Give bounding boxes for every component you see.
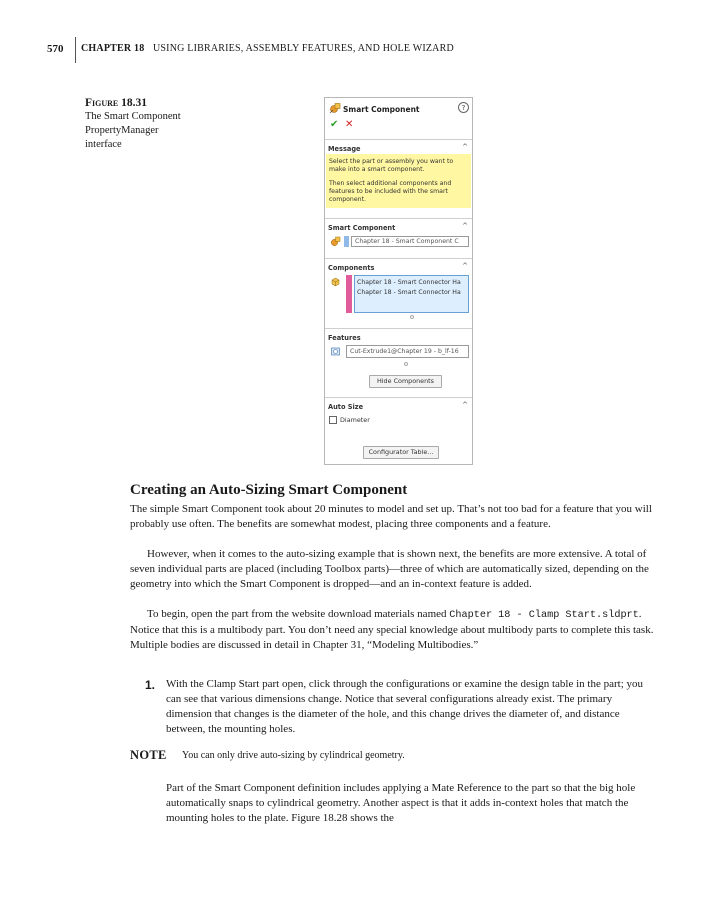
list-item[interactable]: Chapter 18 - Smart Connector Ha [357,279,461,286]
features-icon [330,346,341,357]
paragraph-text: . Notice that this is a multibody part. You don’t need any special knowledge about multibody parts to complete this task. Multiple bodies are discussed in detail in Chapter 31, “Modeling Multibodies.” [130,608,654,651]
chevron-up-icon[interactable]: ^ [462,222,468,230]
filename-code: Chapter 18 - Clamp Start.sldprt [449,610,639,621]
list-item[interactable]: Chapter 18 - Smart Connector Ha [357,288,461,296]
body-paragraph [166,781,660,826]
configurator-table-button[interactable]: Configurator Table... [363,446,439,459]
message-text: Then select additional components and features to be included with the smart component. [329,179,452,204]
smart-component-icon [330,236,341,247]
step-paragraph [166,677,660,737]
features-field[interactable]: Cut-Extrude1@Chapter 19 - b_lf-16 [346,345,469,358]
smart-component-section [325,218,472,255]
chevron-up-icon[interactable]: ^ [462,143,468,151]
header-divider [75,37,76,63]
paragraph-text: To begin, open the part from the website download materials named [147,608,450,620]
figure-label: Figure 18.31 [85,97,148,109]
resize-handle[interactable] [410,315,414,319]
pm-title: Smart Component [343,105,420,114]
caption-line: PropertyManager [85,125,159,136]
auto-size-section [325,397,472,466]
components-section [325,258,472,325]
hide-components-button[interactable]: Hide Components [369,375,442,388]
step-number: 1. [145,678,156,692]
smart-component-propertymanager [324,97,473,465]
smart-component-icon [329,102,341,114]
chevron-up-icon[interactable]: ^ [462,262,468,270]
message-box [326,154,471,208]
chapter-label: CHAPTER 18 [81,43,145,54]
chapter-title: USING LIBRARIES, ASSEMBLY FEATURES, AND HOLE WIZARD [153,43,454,54]
chevron-up-icon[interactable]: ^ [462,401,468,409]
features-section [325,328,472,397]
caption-line: The Smart Component [85,111,181,122]
diameter-checkbox[interactable] [329,416,337,424]
resize-handle[interactable] [404,362,408,366]
selection-color-bar [346,275,352,313]
paragraph-text: The simple Smart Component took about 20 minutes to model and set up. That’s not too bad for a feature that you will probably use often. The benefits are somewhat modest, placing three components and a feature. [130,503,652,530]
page-number: 570 [47,43,64,55]
body-paragraph [130,607,660,653]
components-icon [330,276,341,287]
selection-color-swatch [344,236,349,247]
help-icon[interactable]: ? [458,102,469,113]
section-heading: Message [328,145,361,153]
message-section [325,139,472,216]
section-heading: Auto Size [328,403,364,411]
section-heading: Smart Component [328,224,396,232]
paragraph-text: However, when it comes to the auto-sizing example that is shown next, the benefits are more extensive. A total of seven individual parts are placed (including Toolbox parts)—three of which are automatically sized, depending on the geometry into which the Smart Component is dropped—and an in-context feature is added. [130,548,649,590]
section-heading: Creating an Auto-Sizing Smart Component [130,482,408,498]
paragraph-text: Part of the Smart Component definition includes applying a Mate Reference to the part so that the big hole automatically snaps to cylindrical geometry. Another aspect is that it adds in-context holes that match the mounting holes to the plate. Figure 18.28 shows the [166,782,636,824]
components-list[interactable] [354,275,469,313]
message-text: Select the part or assembly you want to make into a smart component. [329,158,454,174]
figure-caption [85,96,215,152]
ok-check-icon[interactable]: ✔ [330,119,339,130]
step-text: With the Clamp Start part open, click through the configurations or examine the design table in the part; you can see that various dimensions change. Notice that several configurations already exist. The primary dimension that changes is the diameter of the hole, and this change drives the diameter of, and distance between, the mounting holes. [166,678,644,735]
smart-component-field[interactable]: Chapter 18 - Smart Component C [351,236,469,247]
body-paragraph [130,502,660,532]
note-label: NOTE [130,748,167,762]
caption-line: interface [85,139,122,150]
note-text: You can only drive auto-sizing by cylindrical geometry. [182,750,405,761]
section-heading: Features [328,334,361,342]
cancel-x-icon[interactable]: ✕ [345,119,354,130]
section-heading: Components [328,264,375,272]
diameter-label: Diameter [340,416,370,424]
body-paragraph [130,547,660,592]
